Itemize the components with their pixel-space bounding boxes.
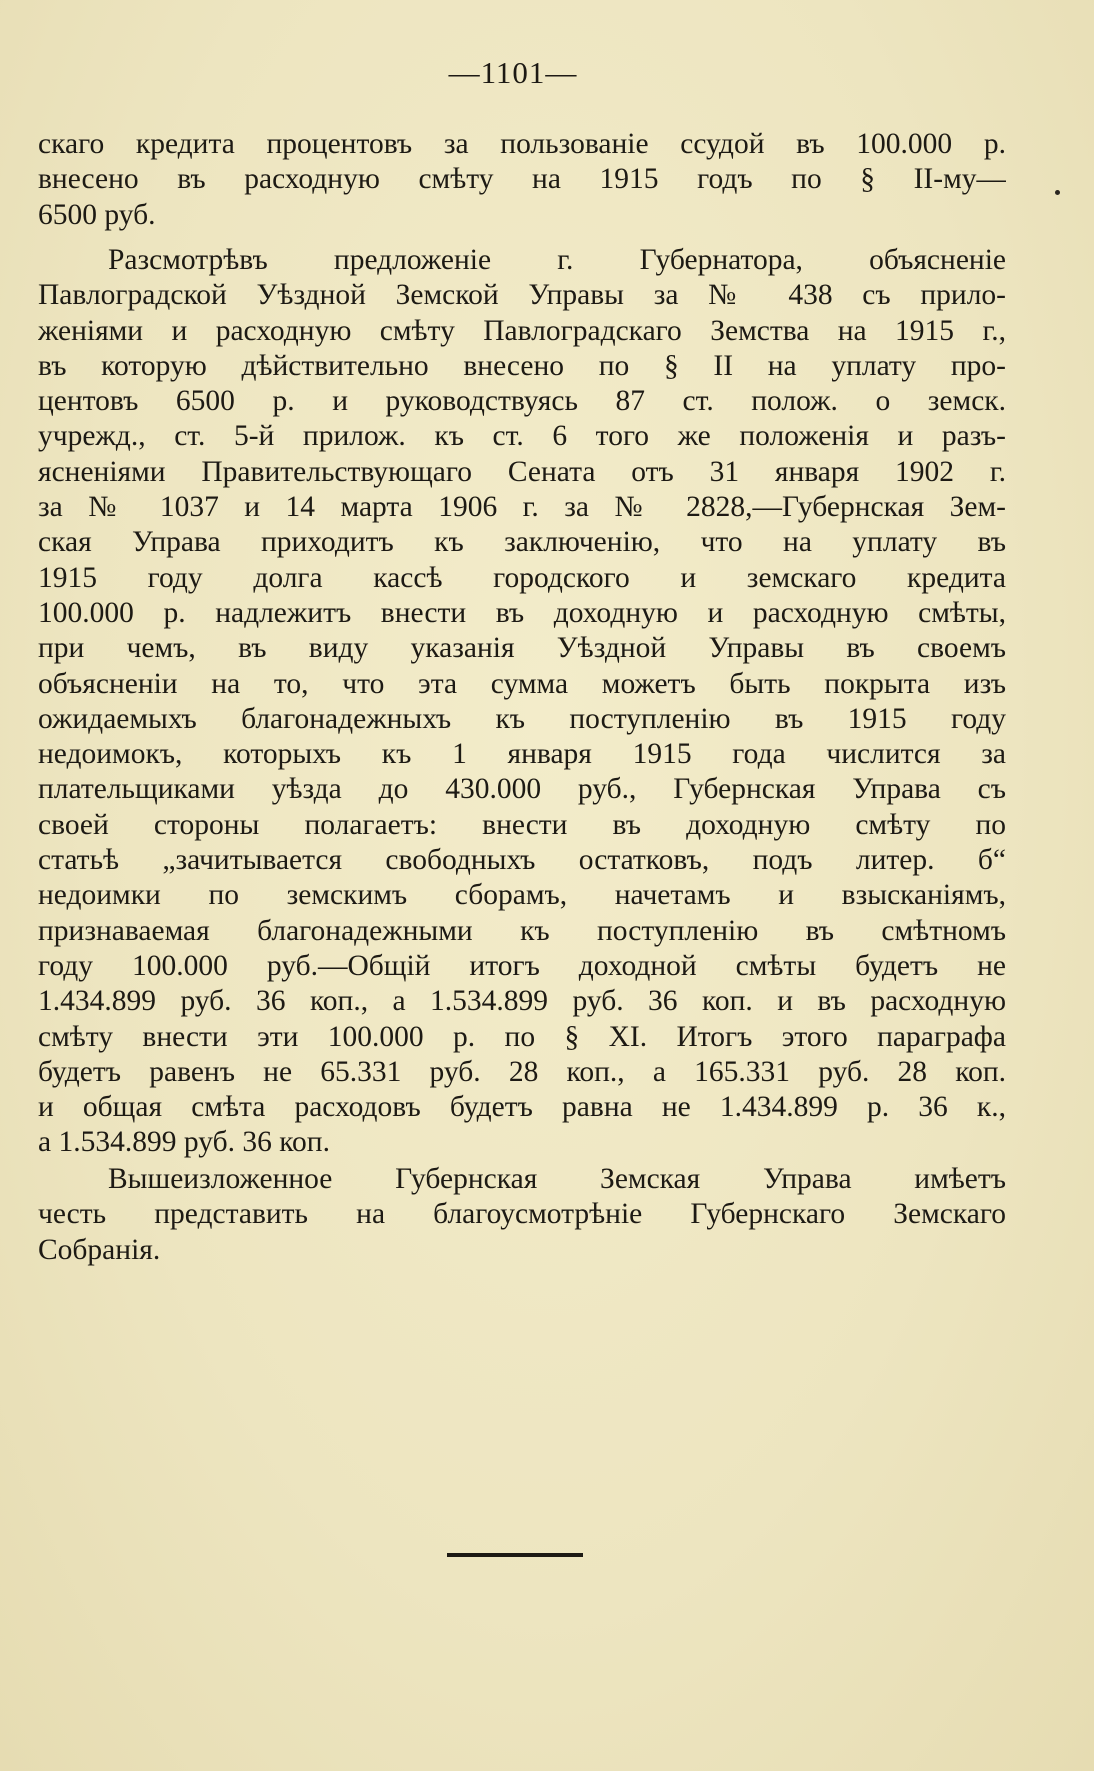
text-line: честь представить на благоусмотрѣніе Губернскаго Земскаго [38,1198,1006,1231]
text-line: будетъ равенъ не 65.331 руб. 28 коп., а 165.331 руб. 28 коп. [38,1055,1006,1088]
text-line: внесено въ расходную смѣту на 1915 годъ по § ІІ-му— [38,163,1006,196]
text-line: году 100.000 руб.—Общій итогъ доходной смѣты будетъ не [38,949,1006,982]
closing-rule [447,1553,583,1557]
text-line: а 1.534.899 руб. 36 коп. [38,1126,330,1159]
text-line: ожидаемыхъ благонадежныхъ къ поступленію въ 1915 году [38,702,1006,735]
paragraph-1 [38,127,1006,233]
paragraph-2 [38,243,1006,1161]
text-line: учрежд., ст. 5-й прилож. къ ст. 6 того же положенія и разъ- [38,420,1006,453]
text-line: при чемъ, въ виду указанія Уѣздной Управы въ своемъ [38,632,1006,665]
text-line: Собранія. [38,1233,161,1266]
text-line: 6500 руб. [38,198,156,231]
text-line: объясненіи на то, что эта сумма можетъ быть покрыта изъ [38,667,1006,700]
page-number: —1101— [448,55,578,90]
text-line: женіями и расходную смѣту Павлоградскаго Земства на 1915 г., [38,314,1006,347]
text-line: въ которую дѣйствительно внесено по § ІІ на уплату про- [38,349,1006,382]
paragraph-3 [38,1162,1006,1268]
text-line: смѣту внести эти 100.000 р. по § ХІ. Итогъ этого параграфа [38,1020,1006,1053]
text-line: статьѣ „зачитывается свободныхъ остатковъ, подъ литер. б“ [38,844,1006,877]
text-line: и общая смѣта расходовъ будетъ равна не 1.434.899 р. 36 к., [38,1091,1006,1124]
text-line: признаваемая благонадежными къ поступленію въ смѣтномъ [38,914,1006,947]
text-line: недоимки по земскимъ сборамъ, начетамъ и взысканіямъ, [38,879,1006,912]
text-line: ясненіями Правительствующаго Сената отъ 31 января 1902 г. [38,455,1006,488]
text-line: 100.000 р. надлежитъ внести въ доходную и расходную смѣты, [38,596,1006,629]
text-line: Разсмотрѣвъ предложеніе г. Губернатора, объясненіе [108,244,1006,276]
text-line: центовъ 6500 р. и руководствуясь 87 ст. полож. о земск. [38,385,1006,418]
text-line: 1915 году долга кассѣ городского и земскаго кредита [38,561,1006,594]
text-line: Павлоградской Уѣздной Земской Управы за № 438 съ прило- [38,279,1006,312]
text-line: Вышеизложенное Губернская Земская Управа имѣетъ [108,1163,1006,1195]
text-line: недоимокъ, которыхъ къ 1 января 1915 года числится за [38,738,1006,771]
text-line: ская Управа приходитъ къ заключенію, что на уплату въ [38,526,1006,559]
text-line: за № 1037 и 14 марта 1906 г. за № 2828,—Губернская Зем- [38,491,1006,524]
text-line: плательщиками уѣзда до 430.000 руб., Губернская Управа съ [38,773,1006,806]
ink-speck [1055,190,1060,195]
text-line: своей стороны полагаетъ: внести въ доходную смѣту по [38,808,1006,841]
text-line: 1.434.899 руб. 36 коп., а 1.534.899 руб. 36 коп. и въ расходную [38,985,1006,1018]
text-line: скаго кредита процентовъ за пользованіе ссудой въ 100.000 р. [38,128,1006,160]
